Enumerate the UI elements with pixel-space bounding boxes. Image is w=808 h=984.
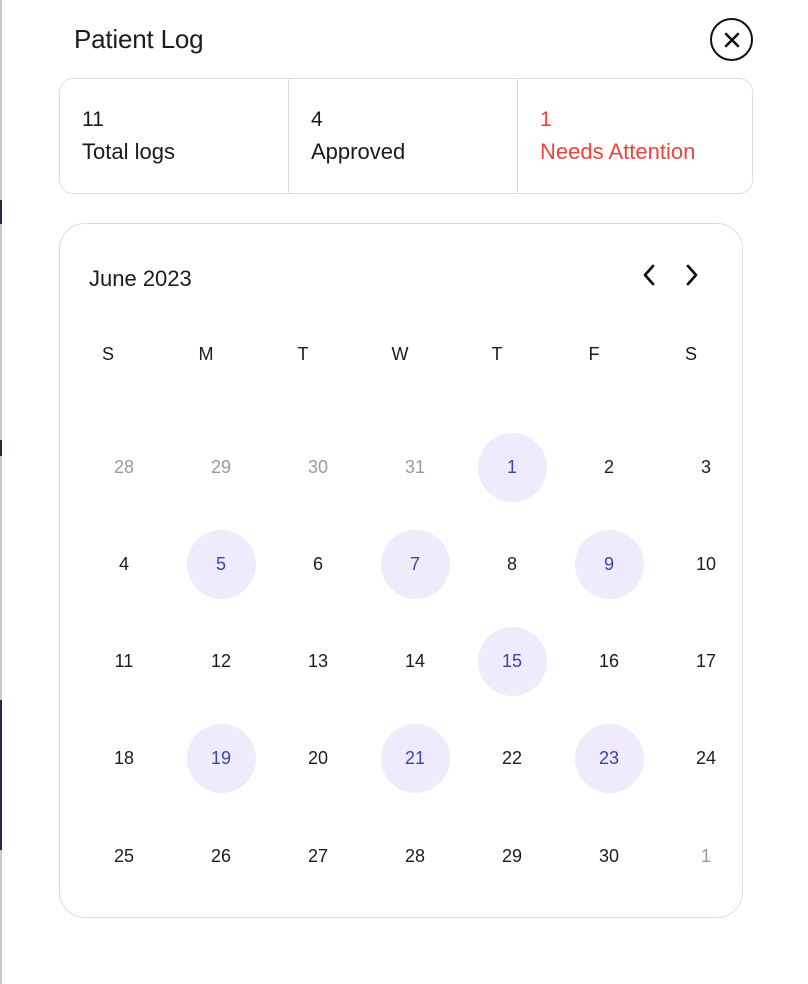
weekday-label: F — [588, 344, 600, 364]
weekday-header — [60, 344, 744, 368]
calendar-day[interactable]: 18 — [113, 747, 135, 768]
chevron-right-icon — [685, 263, 699, 287]
chevron-left-icon — [642, 263, 656, 287]
calendar-day-logged[interactable]: 15 — [478, 627, 547, 696]
calendar-day-logged[interactable]: 1 — [478, 433, 547, 502]
calendar-day[interactable]: 13 — [307, 650, 329, 671]
background-edge-mark — [0, 700, 2, 850]
calendar-day[interactable]: 24 — [695, 747, 717, 768]
stat-approved — [288, 79, 517, 193]
calendar-day[interactable]: 10 — [695, 553, 717, 574]
calendar-day[interactable]: 14 — [404, 650, 426, 671]
calendar-day-logged[interactable]: 23 — [575, 724, 644, 793]
stat-value: 1 — [540, 108, 552, 131]
calendar-day-outside-month[interactable]: 30 — [307, 456, 329, 477]
background-window-edge — [0, 0, 2, 984]
calendar-day[interactable]: 30 — [598, 845, 620, 866]
calendar-day[interactable]: 25 — [113, 845, 135, 866]
weekday-label: M — [198, 344, 214, 364]
calendar-day[interactable]: 6 — [312, 553, 323, 574]
close-icon — [723, 31, 741, 49]
weekday-label: T — [491, 344, 503, 364]
stat-total-logs — [60, 79, 288, 193]
calendar-day[interactable]: 26 — [210, 845, 232, 866]
calendar-day[interactable]: 17 — [695, 650, 717, 671]
calendar-day[interactable]: 20 — [307, 747, 329, 768]
calendar-day[interactable]: 27 — [307, 845, 329, 866]
calendar-day[interactable]: 12 — [210, 650, 232, 671]
stat-label: Needs Attention — [540, 139, 696, 164]
calendar-day-logged[interactable]: 19 — [187, 724, 256, 793]
calendar-day[interactable]: 28 — [404, 845, 426, 866]
stat-label: Approved — [311, 139, 406, 164]
calendar-day-outside-month[interactable]: 1 — [700, 845, 711, 866]
stats-summary — [59, 78, 753, 194]
page-title: Patient Log — [74, 24, 204, 54]
close-button[interactable] — [710, 18, 753, 61]
calendar-day[interactable]: 4 — [118, 553, 129, 574]
calendar-day[interactable]: 22 — [501, 747, 523, 768]
stat-needs-attention — [517, 79, 752, 193]
weekday-label: T — [297, 344, 309, 364]
calendar-day-logged[interactable]: 21 — [381, 724, 450, 793]
calendar-day-outside-month[interactable]: 29 — [210, 456, 232, 477]
previous-month-button[interactable] — [637, 262, 661, 288]
weekday-label: S — [684, 344, 697, 364]
weekday-label: W — [391, 344, 409, 364]
calendar-day-logged[interactable]: 5 — [187, 530, 256, 599]
calendar — [59, 223, 743, 918]
calendar-day[interactable]: 11 — [114, 650, 134, 671]
stat-value: 11 — [82, 108, 104, 131]
stat-value: 4 — [311, 108, 323, 131]
calendar-day-logged[interactable]: 7 — [381, 530, 450, 599]
calendar-day-logged[interactable]: 9 — [575, 530, 644, 599]
background-edge-mark — [0, 200, 2, 224]
weekday-label: S — [101, 344, 114, 364]
next-month-button[interactable] — [680, 262, 704, 288]
calendar-month-label: June 2023 — [89, 266, 192, 291]
background-edge-mark — [0, 440, 2, 456]
stat-label: Total logs — [82, 139, 175, 164]
calendar-day[interactable]: 2 — [603, 456, 614, 477]
calendar-day-outside-month[interactable]: 28 — [113, 456, 135, 477]
calendar-day[interactable]: 16 — [598, 650, 620, 671]
calendar-day-outside-month[interactable]: 31 — [404, 456, 426, 477]
calendar-day[interactable]: 3 — [700, 456, 711, 477]
calendar-day[interactable]: 8 — [506, 553, 517, 574]
calendar-day[interactable]: 29 — [501, 845, 523, 866]
